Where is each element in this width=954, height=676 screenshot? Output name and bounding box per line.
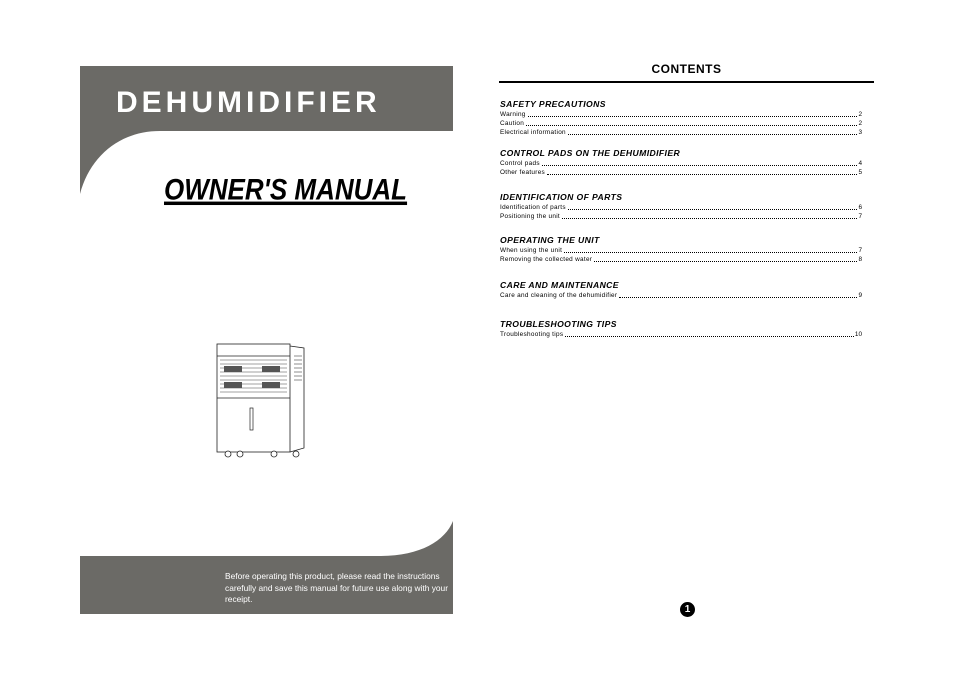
toc-section bbox=[500, 235, 862, 280]
toc-entry-page: 7 bbox=[858, 247, 862, 254]
toc-entry[interactable] bbox=[500, 128, 862, 137]
toc-leader bbox=[542, 164, 858, 166]
toc-entry[interactable] bbox=[500, 110, 862, 119]
toc-entry-page: 6 bbox=[858, 204, 862, 211]
toc-leader bbox=[565, 335, 854, 337]
toc-leader bbox=[562, 217, 857, 219]
toc-section-title: CARE AND MAINTENANCE bbox=[500, 280, 619, 290]
toc-entry-label: Identification of parts bbox=[500, 204, 566, 211]
toc-leader bbox=[526, 124, 857, 126]
heading-rule bbox=[499, 81, 874, 83]
toc-leader bbox=[568, 208, 858, 210]
toc-entry-label: Other features bbox=[500, 169, 546, 176]
toc-section bbox=[500, 192, 862, 235]
toc-entry-page: 4 bbox=[858, 160, 862, 167]
toc-section bbox=[500, 319, 862, 341]
toc-entry[interactable] bbox=[500, 246, 862, 255]
toc-entry-page: 7 bbox=[858, 213, 862, 220]
toc-leader bbox=[619, 296, 857, 298]
toc-entry-label: Troubleshooting tips bbox=[500, 331, 564, 338]
cover-title: DEHUMIDIFIER bbox=[116, 86, 381, 119]
toc-entry-label: Electrical information bbox=[500, 129, 566, 136]
toc-entry[interactable] bbox=[500, 119, 862, 128]
page-number-badge: 1 bbox=[680, 602, 695, 617]
toc-entry[interactable] bbox=[500, 203, 862, 212]
cover-notice: Before operating this product, please read the instructions carefully and save this manual for future use along with your receipt. bbox=[225, 571, 448, 604]
toc-section-title: TROUBLESHOOTING TIPS bbox=[500, 319, 617, 329]
toc-leader bbox=[594, 260, 857, 262]
toc-entry-page: 2 bbox=[858, 120, 862, 127]
toc-section bbox=[500, 148, 862, 192]
toc-entry[interactable] bbox=[500, 159, 862, 168]
toc-entry-page: 3 bbox=[858, 129, 862, 136]
toc-entry-label: Warning bbox=[500, 111, 526, 118]
toc-entry[interactable] bbox=[500, 168, 862, 177]
toc-entry[interactable] bbox=[500, 255, 862, 264]
toc-entry-label: Control pads bbox=[500, 160, 540, 167]
cover-subtitle: OWNER'S MANUAL bbox=[164, 171, 408, 207]
toc-section-title: SAFETY PRECAUTIONS bbox=[500, 99, 606, 109]
toc-entry-label: Care and cleaning of the dehumidifier bbox=[500, 292, 618, 299]
cover-page bbox=[80, 66, 453, 614]
toc-entry[interactable] bbox=[500, 291, 862, 300]
toc-entry-label: Positioning the unit bbox=[500, 213, 561, 220]
toc-entry-page: 8 bbox=[858, 256, 862, 263]
toc-section-title: OPERATING THE UNIT bbox=[500, 235, 600, 245]
contents-heading: CONTENTS bbox=[651, 62, 722, 76]
toc-entry[interactable] bbox=[500, 212, 862, 221]
toc-entry-label: Removing the collected water bbox=[500, 256, 593, 263]
toc-entry-label: Caution bbox=[500, 120, 525, 127]
table-of-contents bbox=[500, 99, 862, 341]
dehumidifier-illustration bbox=[214, 342, 309, 464]
toc-leader bbox=[564, 251, 857, 253]
toc-section bbox=[500, 99, 862, 143]
toc-section-title: CONTROL PADS ON THE DEHUMIDIFIER bbox=[500, 148, 681, 158]
toc-entry-page: 9 bbox=[858, 292, 862, 299]
toc-entry-label: When using the unit bbox=[500, 247, 563, 254]
toc-section bbox=[500, 280, 862, 319]
toc-leader bbox=[568, 133, 858, 135]
toc-section-title: IDENTIFICATION OF PARTS bbox=[500, 192, 623, 202]
toc-leader bbox=[528, 115, 858, 117]
toc-entry-page: 2 bbox=[858, 111, 862, 118]
toc-entry[interactable] bbox=[500, 330, 862, 339]
toc-entry-page: 10 bbox=[854, 331, 862, 338]
toc-entry-page: 5 bbox=[858, 169, 862, 176]
toc-leader bbox=[547, 173, 857, 175]
